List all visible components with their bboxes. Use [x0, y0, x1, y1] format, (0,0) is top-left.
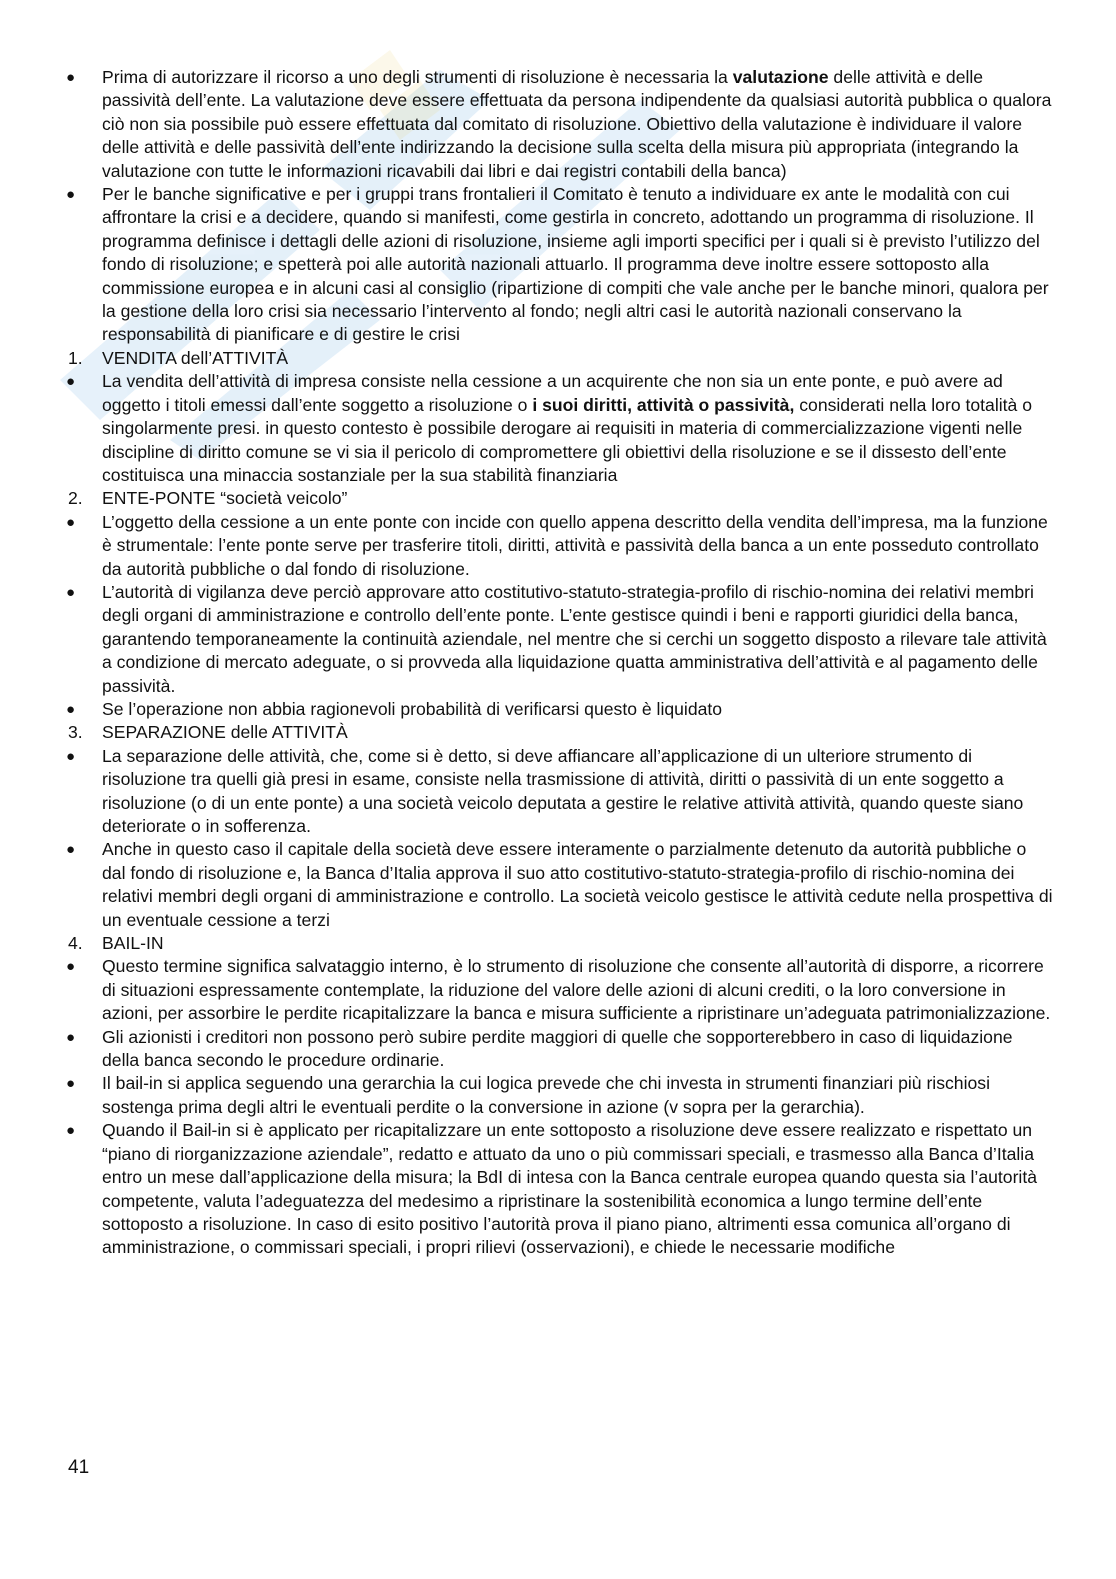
item-text — [102, 347, 1054, 370]
bullet-marker: ● — [66, 1028, 76, 1046]
item-text — [102, 745, 1054, 839]
list-number: 3. — [68, 722, 83, 743]
bullet-marker: ● — [66, 513, 76, 531]
numbered-heading — [64, 932, 1054, 955]
numbered-heading — [64, 347, 1054, 370]
bullet-marker: ● — [66, 700, 76, 718]
bullet-item — [64, 1119, 1054, 1259]
item-text — [102, 370, 1054, 487]
item-text — [102, 1119, 1054, 1259]
item-text — [102, 955, 1054, 1025]
numbered-heading — [64, 487, 1054, 510]
list-number: 1. — [68, 347, 83, 368]
text-run: delle attività e delle passività dell’ente. La valutazione deve essere effettuata da persona indipendente da qualsiasi autorità pubblica o qualora ciò non sia possibile può essere effettuata dal comitato di risoluzione. Obiettivo della valutazione è individuare il valore delle attività e delle passività dell’ente indirizzando la decisione sulla scelta della misura più appropriata (integrando la valutazione con tutte le informazioni ricavabili dai libri e dai registri contabili della banca) — [102, 67, 1052, 181]
numbered-heading — [64, 721, 1054, 744]
bullet-marker: ● — [66, 841, 76, 859]
bold-text: i suoi diritti, attività o passività, — [532, 394, 795, 415]
list-number: 2. — [68, 488, 83, 509]
page-number: 41 — [68, 1457, 90, 1478]
bullet-item — [64, 1072, 1054, 1119]
bullet-item — [64, 838, 1054, 932]
text-run: Quando il Bail-in si è applicato per ricapitalizzare un ente sottoposto a risoluzione deve essere realizzato e rispettato un “piano di riorganizzazione aziendale”, redatto e attuato da uno o più commissari speciali, e trasmesso alla Banca d’Italia entro un mese dall’applicazione della misura; la BdI di intesa con la Banca centrale europea quando questa sia l’autorità competente, valuta l’adeguatezza del medesimo a ripristinare la sostenibilità economica a lungo termine dell’ente sottoposto a risoluzione. In caso di esito positivo l’autorità prova il piano piano, altrimenti essa comunica all’organo di amministrazione, o commissari speciali, i propri rilievi (osservazioni), e chiede le necessarie modifiche — [102, 1120, 1038, 1258]
text-run: L’oggetto della cessione a un ente ponte con incide con quello appena descritto della vendita dell’impresa, ma la funzione è strumentale: l’ente ponte serve per trasferire titoli, diritti, attività e passività della banca a un ente posseduto controllato da autorità pubbliche o dal fondo di risoluzione. — [102, 511, 1048, 579]
bullet-item — [64, 370, 1054, 487]
text-run: La separazione delle attività, che, come si è detto, si deve affiancare all’applicazione di un ulteriore strumento di risoluzione tra quelli già presi in esame, consiste nella trasmissione di attività, diritti o passività di un ente soggetto a risoluzione (o di un ente ponte) a una società veicolo deputata a gestire le relative attività attività, quando queste siano deteriorate o in sofferenza. — [102, 745, 1024, 836]
bullet-item — [64, 183, 1054, 347]
bold-text: valutazione — [732, 67, 829, 87]
text-run: Gli azionisti i creditori non possono però subire perdite maggiori di quelle che sopporterebbero in caso di liquidazione della banca secondo le procedure ordinarie. — [102, 1026, 1013, 1071]
item-text — [102, 66, 1054, 183]
item-text — [102, 721, 1054, 744]
item-text — [102, 511, 1054, 581]
item-text — [102, 1026, 1054, 1073]
bullet-item — [64, 698, 1054, 721]
text-run: ENTE-PONTE “società veicolo” — [102, 488, 348, 509]
bullet-marker: ● — [66, 1122, 76, 1140]
bullet-item — [64, 745, 1054, 839]
text-run: considerati nella loro totalità o singolarmente presi. in questo contesto è possibile derogare ai requisiti in materia di commercializzazione vigenti nelle discipline di diritto comune se vi sia il pericolo di compromettere gli obiettivi della risoluzione e se il dissesto dell’ente costituisca una minaccia sostanziale per la sua stabilità finanziaria — [102, 394, 1032, 485]
text-run: Prima di autorizzare il ricorso a uno degli strumenti di risoluzione è necessaria la — [102, 67, 733, 87]
list-number: 4. — [68, 933, 83, 954]
bullet-item — [64, 1026, 1054, 1073]
text-run: Il bail-in si applica seguendo una gerarchia la cui logica prevede che chi investa in strumenti finanziari più rischiosi sostenga prima degli altri le eventuali perdite o la conversione in azione (v sopra per la gerarchia). — [102, 1073, 990, 1117]
item-text — [102, 932, 1054, 955]
text-run: Per le banche significative e per i gruppi trans frontalieri il Comitato è tenuto a individuare ex ante le modalità con cui affrontare la crisi e a decidere, quando si manifesti, come gestirla in concreto, adottando un programma di risoluzione. Il programma definisce i dettagli delle azioni di risoluzione, insieme agli importi specifici per i quali si è previsto l’utilizzo del fondo di risoluzione; e spetterà poi alle autorità nazionali attuarlo. Il programma deve inoltre essere sottoposto alla commissione europea e in alcuni casi al consiglio (ripartizione di compiti che vale anche per le banche minori, qualora per la gestione della loro crisi sia necessario l’intervento al fondo; negli altri casi le autorità nazionali conservano la responsabilità di pianificare e di gestire le crisi — [102, 184, 1049, 345]
text-run: Anche in questo caso il capitale della società deve essere interamente o parzialmente detenuto da autorità pubbliche o dal fondo di risoluzione e, la Banca d’Italia approva il suo atto costitutivo-statuto-strategia-profilo di rischio-nomina dei relativi membri degli organi di amministrazione e controllo. La società veicolo gestisce le attività cedute nella prospettiva di un eventuale cessione a terzi — [102, 839, 1053, 930]
text-run: BAIL-IN — [102, 933, 164, 954]
bullet-marker: ● — [66, 583, 76, 601]
bullet-marker: ● — [66, 958, 76, 976]
bullet-item — [64, 955, 1054, 1025]
document-body — [64, 66, 1054, 1260]
bullet-item — [64, 66, 1054, 183]
item-text — [102, 838, 1054, 932]
text-run: Questo termine significa salvataggio interno, è lo strumento di risoluzione che consente all’autorità di disporre, a ricorrere di situazioni espressamente contemplate, la riduzione del valore delle azioni di alcuni crediti, o la loro conversione in azioni, per assorbire le perdite ricapitalizzare la banca e misura sufficiente a ripristinare un’adeguata patrimonializzazione. — [102, 956, 1051, 1024]
bullet-item — [64, 581, 1054, 698]
bullet-marker: ● — [66, 186, 76, 204]
text-run: La vendita dell’attività di impresa consiste nella cessione a un acquirente che non sia un ente ponte, e può avere ad oggetto i titoli emessi dall’ente soggetto a risoluzione o — [102, 371, 1003, 415]
bullet-item — [64, 511, 1054, 581]
text-run: Se l’operazione non abbia ragionevoli probabilità di verificarsi questo è liquidato — [102, 698, 723, 719]
text-run: SEPARAZIONE delle ATTIVITÀ — [102, 722, 348, 743]
item-text — [102, 581, 1054, 698]
text-run: VENDITA dell’ATTIVITÀ — [102, 347, 289, 368]
item-text — [102, 1072, 1054, 1119]
item-text — [102, 698, 1054, 721]
bullet-marker: ● — [66, 69, 76, 86]
text-run: L’autorità di vigilanza deve perciò approvare atto costitutivo-statuto-strategia-profilo di rischio-nomina dei relativi membri degli organi di amministrazione e controllo dell’ente ponte. L’ente gestisce quindi i beni e rapporti giuridici della banca, garantendo temporaneamente la continuità aziendale, nel mentre che si cerchi un soggetto disposto a rilevare tale attività a condizione di mercato adeguate, o si provveda alla liquidazione quatta amministrativa dell’attività e al pagamento delle passività. — [102, 581, 1047, 696]
item-text — [102, 487, 1054, 510]
item-text — [102, 183, 1054, 347]
bullet-marker: ● — [66, 373, 76, 391]
bullet-marker: ● — [66, 747, 76, 765]
bullet-marker: ● — [66, 1075, 76, 1093]
